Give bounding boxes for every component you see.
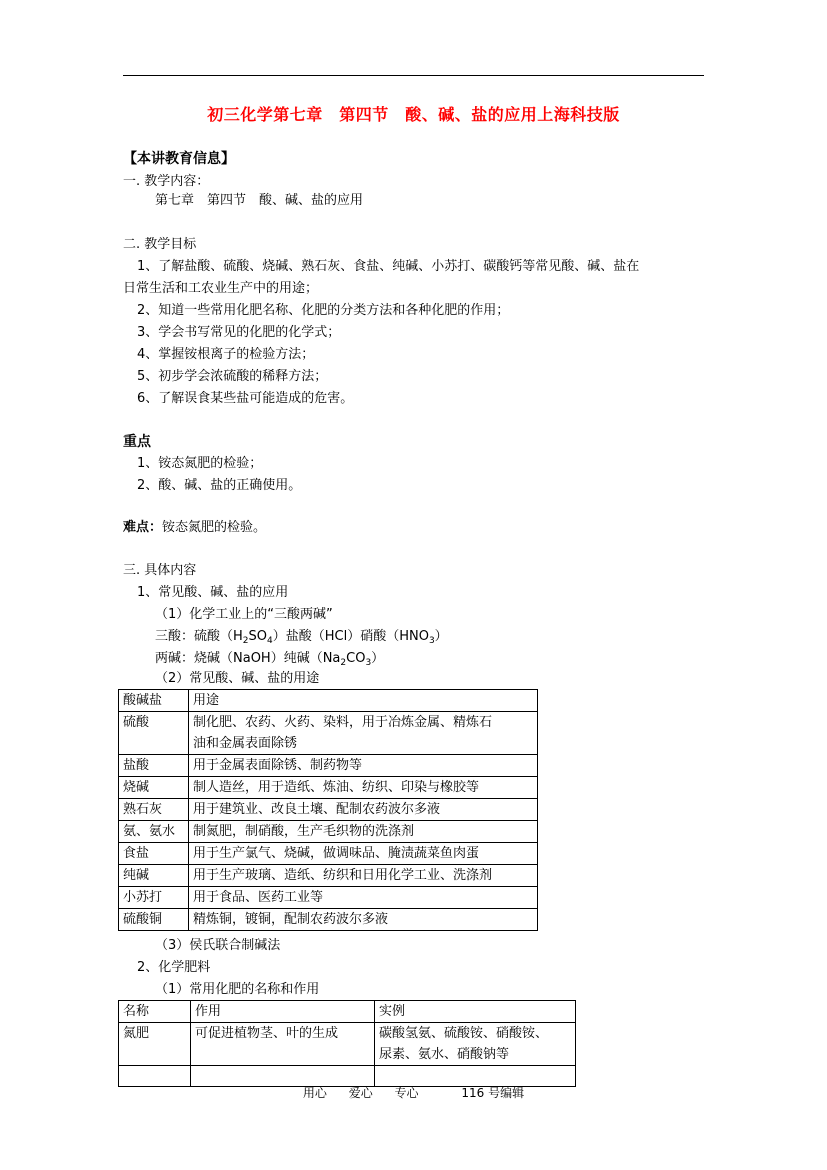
table-cell: 精炼铜，镀铜，配制农药波尔多液 (189, 909, 538, 931)
table-cell: 纯碱 (119, 865, 189, 887)
table-row (119, 887, 538, 909)
subsection-1-1: （1）化学工业上的“三酸两碱” (155, 607, 333, 622)
table-header-cell: 用途 (189, 690, 538, 712)
table-header-row (119, 690, 538, 712)
fertilizer-table (118, 1000, 576, 1087)
table-header-cell: 作用 (191, 1001, 375, 1023)
difficulty-text: 铵态氮肥的检验。 (162, 520, 267, 535)
goal-4: 4、掌握铵根离子的检验方法； (137, 347, 315, 362)
subsection-1-2: （2）常见酸、碱、盐的用途 (155, 671, 320, 686)
goal-2: 2、知道一些常用化肥名称、化肥的分类方法和各种化肥的作用； (137, 303, 510, 318)
table-cell: 盐酸 (119, 755, 189, 777)
keypoints-heading: 重点 (123, 434, 151, 450)
page-footer (0, 1084, 827, 1101)
table-row (119, 799, 538, 821)
table-cell: 制氮肥，制硝酸，生产毛织物的洗涤剂 (189, 821, 538, 843)
difficulty-line (123, 519, 266, 537)
table-row (119, 777, 538, 799)
goal-5: 5、初步学会浓硫酸的稀释方法； (137, 369, 328, 384)
table-cell: 碳酸氢氨、硫酸铵、硝酸铵、 尿素、氨水、硝酸钠等 (375, 1023, 576, 1066)
table-cell: 烧碱 (119, 777, 189, 799)
table-cell: 食盐 (119, 843, 189, 865)
section-1-heading: 一. 教学内容： (123, 174, 210, 189)
subsection-1: 1、常见酸、碱、盐的应用 (137, 585, 289, 600)
table-cell: 熟石灰 (119, 799, 189, 821)
table-cell: 硫酸 (119, 712, 189, 755)
table-cell: 小苏打 (119, 887, 189, 909)
table-cell: 用于食品、医药工业等 (189, 887, 538, 909)
table-header-cell: 实例 (375, 1001, 576, 1023)
table-header-cell: 名称 (119, 1001, 191, 1023)
uses-table (118, 689, 538, 931)
difficulty-label: 难点： (123, 520, 163, 535)
table-cell: 制化肥、农药、火药、染料，用于冶炼金属、精炼石 油和金属表面除锈 (189, 712, 538, 755)
keypoint-1: 1、铵态氮肥的检验； (137, 456, 263, 471)
subsection-2: 2、化学肥料 (137, 960, 211, 975)
two-bases-line: 两碱：烧碱（NaOH）纯碱$(Na_2CO_3)$ (155, 651, 385, 668)
table-cell: 氮肥 (119, 1023, 191, 1066)
table-cell: 用于建筑业、改良土壤、配制农药波尔多液 (189, 799, 538, 821)
header-rule (123, 75, 704, 76)
section-1-content: 第七章 第四节 酸、碱、盐的应用 (155, 193, 364, 208)
three-acids-line: 三酸：硫酸$(H_2SO_4)$盐酸（HCl）硝酸$(HNO_3)$ (155, 629, 448, 646)
table-row (119, 712, 538, 755)
table-header-cell: 酸碱盐 (119, 690, 189, 712)
section-2-heading: 二. 教学目标 (123, 237, 197, 252)
goal-3: 3、学会书写常见的化肥的化学式； (137, 325, 341, 340)
table-row (119, 821, 538, 843)
footer-item: 用心 (302, 1086, 327, 1100)
table-header-row (119, 1001, 576, 1023)
goal-1a: 1、了解盐酸、硫酸、烧碱、熟石灰、食盐、纯碱、小苏打、碳酸钙等常见酸、碱、盐在 (137, 259, 640, 274)
footer-editor: 116 号编辑 (461, 1086, 525, 1100)
footer-item: 爱心 (348, 1086, 373, 1100)
table-cell: 用于生产氯气、烧碱，做调味品、腌渍蔬菜鱼肉蛋 (189, 843, 538, 865)
table-row (119, 865, 538, 887)
table-cell: 制人造丝，用于造纸、炼油、纺织、印染与橡胶等 (189, 777, 538, 799)
section-header: 【本讲教育信息】 (123, 151, 235, 167)
table-row (119, 843, 538, 865)
table-cell: 硫酸铜 (119, 909, 189, 931)
table-row (119, 1023, 576, 1066)
table-cell: 用于金属表面除锈、制药物等 (189, 755, 538, 777)
footer-item: 专心 (394, 1086, 419, 1100)
keypoint-2: 2、酸、碱、盐的正确使用。 (137, 478, 302, 493)
table-cell: 氨、氨水 (119, 821, 189, 843)
subsection-2-1: （1）常用化肥的名称和作用 (155, 982, 320, 997)
goal-1b: 日常生活和工农业生产中的用途； (123, 281, 319, 296)
table-cell: 可促进植物茎、叶的生成 (191, 1023, 375, 1066)
table-row (119, 909, 538, 931)
section-3-heading: 三. 具体内容 (123, 563, 197, 578)
page-title: 初三化学第七章 第四节 酸、碱、盐的应用上海科技版 (207, 105, 620, 124)
goal-6: 6、了解误食某些盐可能造成的危害。 (137, 391, 354, 406)
table-row (119, 755, 538, 777)
table-cell: 用于生产玻璃、造纸、纺织和日用化学工业、洗涤剂 (189, 865, 538, 887)
subsection-1-3: （3）侯氏联合制碱法 (155, 938, 281, 953)
